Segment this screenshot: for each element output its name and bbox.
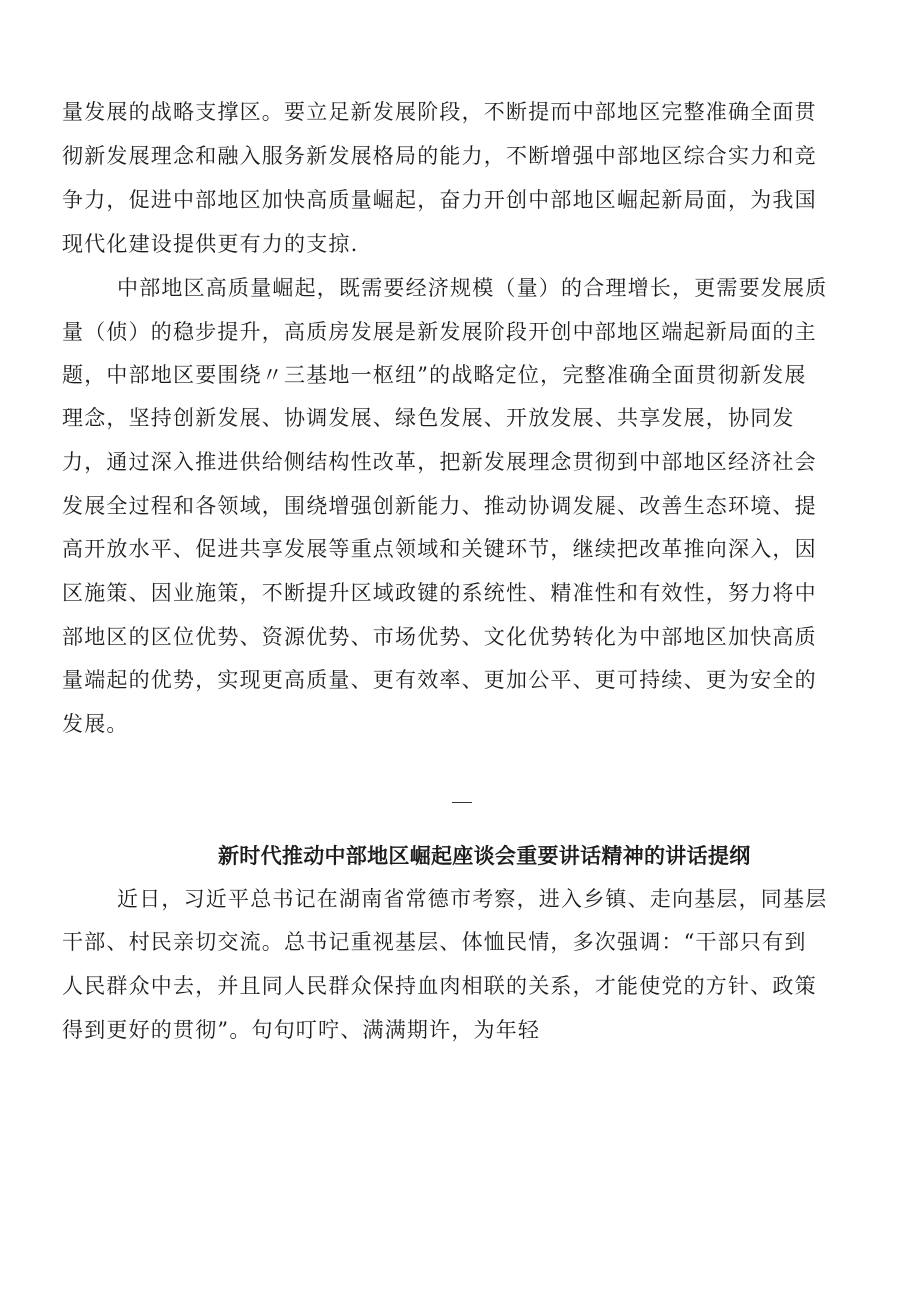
paragraph-line: 得到更好的贯彻”。句句叮咛、满满期许，为年轻 xyxy=(62,1018,541,1042)
paragraph-line: 高开放水平、促进共享发展等重点领域和关键环节，继续把改革推向深入，因 xyxy=(62,537,817,561)
paragraph-line: 量发展的战略支撑区。要立足新发展阶段，不断提而中部地区完整准确全面贯 xyxy=(62,100,817,124)
paragraph-line: 区施策、因业施策，不断提升区域政键的系统性、精准性和有效性，努力将中 xyxy=(62,581,817,605)
paragraph-line: 彻新发展理念和融入服务新发展格局的能力，不断增强中部地区综合实力和竞 xyxy=(62,144,817,168)
paragraph-line: 干部、村民亲切交流。总书记重视基层、体恤民情，多次强调：“干部只有到 xyxy=(62,930,807,954)
paragraph-line: 发展全过程和各领域，围绕增强创新能力、推动协调发屣、改善生态环境、提 xyxy=(62,494,817,518)
section-title: 新时代推动中部地区崛起座谈会重要讲话精神的讲话提纲 xyxy=(218,844,751,868)
paragraph-line: 发展。 xyxy=(62,712,129,736)
paragraph-line: 中部地区高质量崛起，既需要经济规模（量）的合理增长，更需要发展质 xyxy=(117,276,828,300)
paragraph-line: 近日，习近平总书记在湖南省常德市考察，进入乡镇、走向基层，同基层 xyxy=(117,887,828,911)
paragraph-line: 现代化建设提供更有力的支掠. xyxy=(62,232,359,256)
paragraph-line: 部地区的区位优势、资源优势、市场优势、文化优势转化为中部地区加快高质 xyxy=(62,625,817,649)
paragraph-line: 量端起的优势，实现更高质量、更有效率、更加公平、更可持续、更为安全的 xyxy=(62,668,817,692)
paragraph-line: 力，通过深入推进供给侧结构性改革，把新发展理念贯彻到中部地区经济社会 xyxy=(62,450,817,474)
paragraph-line: 争力，促进中部地区加快高质量崛起，奋力开创中部地区崛起新局面，为我国 xyxy=(62,188,817,212)
paragraph-line: 量（侦）的稳步提升，高质房发展是新发展阶段开创中部地区端起新局面的主 xyxy=(62,320,817,344)
paragraph-line: 题，中部地区要围绕〃三基地一枢纽”的战略定位，完整准确全面贯彻新发展 xyxy=(62,363,807,387)
section-divider xyxy=(452,802,472,803)
paragraph-line: 理念，坚持创新发展、协调发展、绿色发展、开放发展、共享发展，协同发 xyxy=(62,406,795,430)
paragraph-line: 人民群众中去，并且同人民群众保持血肉相联的关系，才能使党的方针、政策 xyxy=(62,974,817,998)
